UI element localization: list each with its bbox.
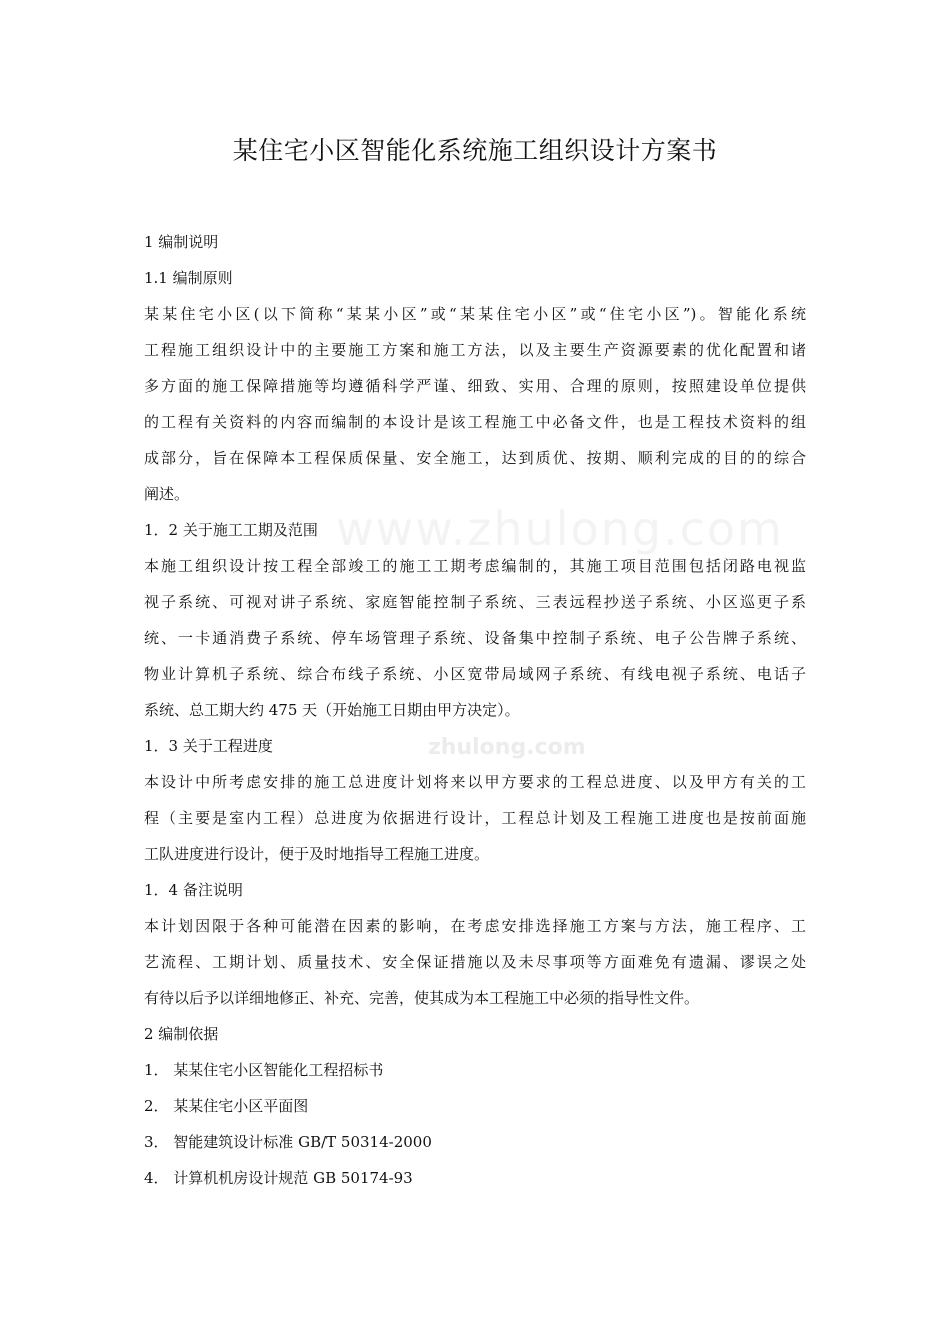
paragraph-line: 成部分，旨在保障本工程保质保量、安全施工，达到质优、按期、顺利完成的目的的综合 xyxy=(144,449,806,467)
subsection-heading-1-1: 1.1 编制原则 xyxy=(144,269,233,287)
paragraph-line: 工程施工组织设计中的主要施工方案和施工方法，以及主要生产资源要素的优化配置和诸 xyxy=(144,341,806,359)
paragraph-line: 系统、总工期大约 475 天（开始施工日期由甲方决定）。 xyxy=(144,701,520,719)
paragraph-line: 阐述。 xyxy=(144,485,190,503)
paragraph-line: 有待以后予以详细地修正、补充、完善，使其成为本工程施工中必须的指导性文件。 xyxy=(144,989,700,1007)
list-item: 1． 某某住宅小区智能化工程招标书 xyxy=(144,1061,384,1079)
list-item: 4． 计算机机房设计规范 GB 50174-93 xyxy=(144,1169,413,1187)
list-item: 2． 某某住宅小区平面图 xyxy=(144,1097,309,1115)
paragraph-line: 统、一卡通消费子系统、停车场管理子系统、设备集中控制子系统、电子公告牌子系统、 xyxy=(144,629,806,647)
paragraph-line: 本设计中所考虑安排的施工总进度计划将来以甲方要求的工程总进度、以及甲方有关的工 xyxy=(144,773,806,791)
paragraph-line: 程（主要是室内工程）总进度为依据进行设计，工程总计划及工程施工进度也是按前面施 xyxy=(144,809,806,827)
document-title: 某住宅小区智能化系统施工组织设计方案书 xyxy=(232,136,718,165)
paragraph-line: 的工程有关资料的内容而编制的本设计是该工程施工中必备文件，也是工程技术资料的组 xyxy=(144,413,806,431)
watermark-logo-text: zhulong.com xyxy=(428,735,586,760)
subsection-heading-1-4: 1．4 备注说明 xyxy=(144,881,243,899)
watermark-url: www.zhulong.com xyxy=(336,502,784,556)
document-body xyxy=(144,224,806,1196)
subsection-heading-1-3: 1．3 关于工程进度 xyxy=(144,737,273,755)
paragraph-line: 本施工组织设计按工程全部竣工的施工工期考虑编制的，其施工项目范围包括闭路电视监 xyxy=(144,557,806,575)
section-heading-2: 2 编制依据 xyxy=(144,1025,219,1043)
paragraph-line: 多方面的施工保障措施等均遵循科学严谨、细致、实用、合理的原则，按照建设单位提供 xyxy=(144,377,806,395)
subsection-heading-1-2: 1．2 关于施工工期及范围 xyxy=(144,521,318,539)
paragraph-line: 某某住宅小区(以下简称“某某小区”或“某某住宅小区”或“住宅小区”)。智能化系统 xyxy=(144,305,806,323)
paragraph-line: 工队进度进行设计，便于及时地指导工程施工进度。 xyxy=(144,845,490,863)
list-item: 3． 智能建筑设计标准 GB/T 50314-2000 xyxy=(144,1133,432,1151)
paragraph-line: 本计划因限于各种可能潜在因素的影响，在考虑安排选择施工方案与方法，施工程序、工 xyxy=(144,917,806,935)
paragraph-line: 物业计算机子系统、综合布线子系统、小区宽带局域网子系统、有线电视子系统、电话子 xyxy=(144,665,806,683)
paragraph-line: 艺流程、工期计划、质量技术、安全保证措施以及未尽事项等方面难免有遗漏、谬误之处 xyxy=(144,953,806,971)
section-heading-1: 1 编制说明 xyxy=(144,233,219,251)
paragraph-line: 视子系统、可视对讲子系统、家庭智能控制子系统、三表远程抄送子系统、小区巡更子系 xyxy=(144,593,806,611)
